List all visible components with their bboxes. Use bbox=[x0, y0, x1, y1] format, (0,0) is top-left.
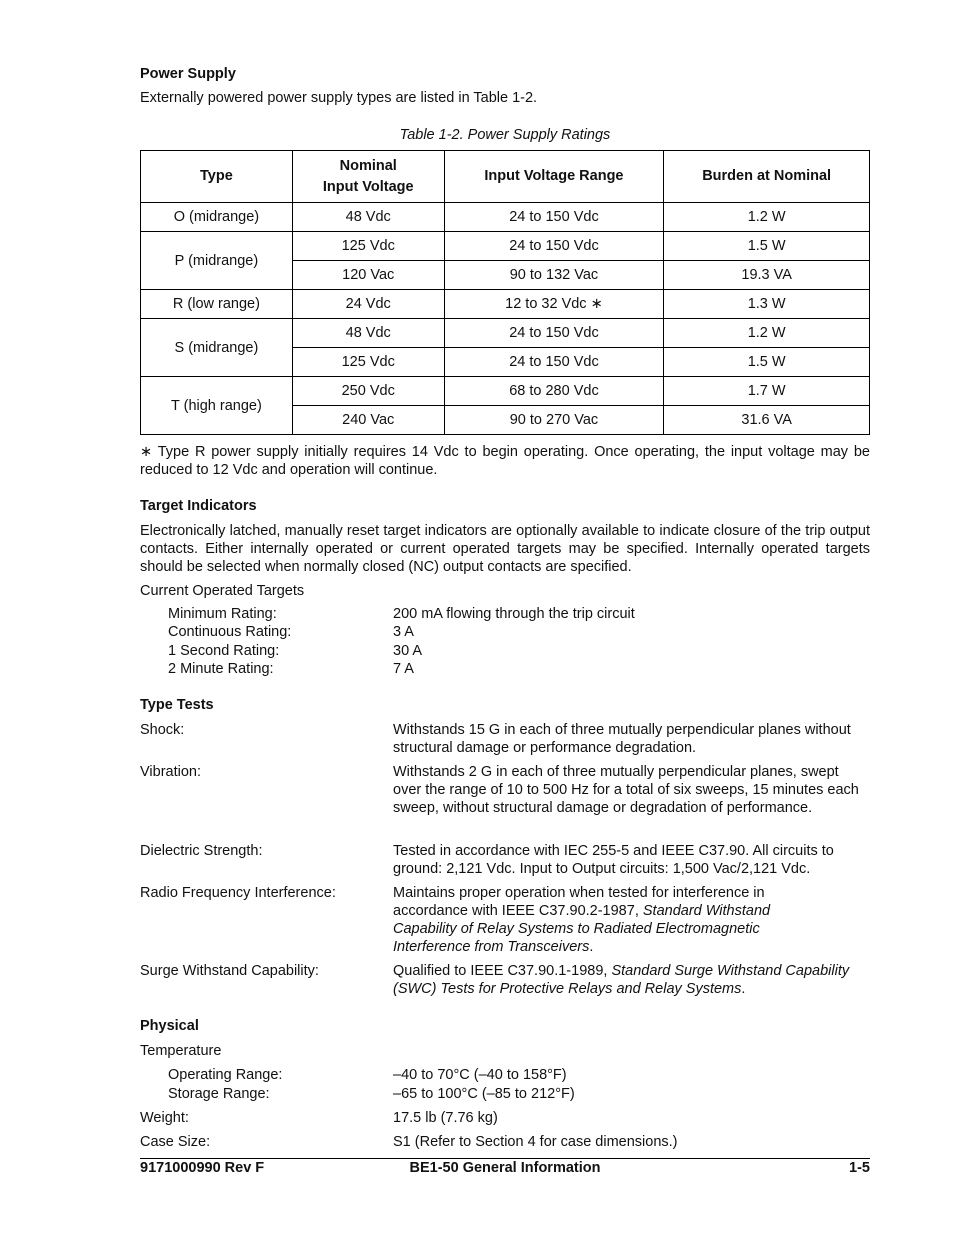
table-header-row bbox=[141, 151, 870, 203]
cell-range: 24 to 150 Vdc bbox=[444, 319, 664, 348]
cell-type: O (midrange) bbox=[141, 203, 293, 232]
one-second-rating-label: 1 Second Rating: bbox=[168, 643, 280, 659]
cell-nominal: 240 Vac bbox=[292, 406, 444, 435]
cell-burden: 1.3 W bbox=[664, 290, 870, 319]
swc-value-plain: Qualified to IEEE C37.90.1-1989, bbox=[393, 963, 612, 979]
shock-value: Withstands 15 G in each of three mutually perpendicular planes without structural damage or performance degradation. bbox=[393, 722, 851, 756]
footer-doc-number: 9171000990 Rev F bbox=[140, 1160, 265, 1176]
footer-title: BE1-50 General Information bbox=[409, 1160, 601, 1176]
cell-range: 90 to 132 Vac bbox=[444, 261, 664, 290]
cell-range: 90 to 270 Vac bbox=[444, 406, 664, 435]
swc-standard-title: Standard Surge Withstand Capability (SWC) Tests for Protective Relays and Relay Systems bbox=[393, 963, 850, 997]
cell-type: S (midrange) bbox=[141, 319, 293, 377]
header-nominal-line1: Nominal bbox=[339, 157, 397, 174]
swc-label: Surge Withstand Capability: bbox=[140, 963, 319, 979]
operating-range-value: –40 to 70°C (–40 to 158°F) bbox=[393, 1067, 567, 1083]
header-nominal-line2: Input Voltage bbox=[322, 178, 414, 195]
cell-nominal: 120 Vac bbox=[292, 261, 444, 290]
header-burden: Burden at Nominal bbox=[664, 151, 870, 203]
cell-nominal: 48 Vdc bbox=[292, 319, 444, 348]
cell-nominal: 125 Vdc bbox=[292, 232, 444, 261]
weight-value: 17.5 lb (7.76 kg) bbox=[393, 1110, 498, 1126]
cell-burden: 1.2 W bbox=[664, 319, 870, 348]
continuous-rating-value: 3 A bbox=[393, 624, 414, 640]
one-second-rating-value: 30 A bbox=[393, 643, 423, 659]
rfi-period: . bbox=[589, 939, 594, 955]
cell-nominal: 250 Vdc bbox=[292, 377, 444, 406]
cell-burden: 1.5 W bbox=[664, 348, 870, 377]
vibration-value: Withstands 2 G in each of three mutually perpendicular planes, swept over the range of 10 to 500 Hz for a total of six sweeps, 15 minutes each sweep, without structural damage or degradation of performance. bbox=[393, 764, 859, 816]
case-size-value: S1 (Refer to Section 4 for case dimensions.) bbox=[393, 1134, 678, 1150]
dielectric-label: Dielectric Strength: bbox=[140, 843, 263, 859]
swc-value bbox=[393, 962, 858, 998]
table-row bbox=[141, 203, 870, 232]
table-caption: Table 1-2. Power Supply Ratings bbox=[399, 127, 611, 143]
rfi-standard-title: Standard Withstand Capability of Relay Systems to Radiated Electromagnetic Interference from Transceivers bbox=[393, 903, 771, 955]
table-row bbox=[141, 377, 870, 406]
shock-label: Shock: bbox=[140, 722, 185, 738]
cell-nominal: 24 Vdc bbox=[292, 290, 444, 319]
cell-burden: 1.2 W bbox=[664, 203, 870, 232]
two-minute-rating-label: 2 Minute Rating: bbox=[168, 661, 274, 677]
power-supply-ratings-table bbox=[140, 150, 870, 435]
swc-period: . bbox=[741, 981, 746, 997]
cell-type: P (midrange) bbox=[141, 232, 293, 290]
cell-burden: 31.6 VA bbox=[664, 406, 870, 435]
physical-heading: Physical bbox=[140, 1018, 199, 1034]
table-footnote: ∗ Type R power supply initially requires 14 Vdc to begin operating. Once operating, the input voltage may be reduced to 12 Vdc and operation will continue. bbox=[140, 444, 870, 478]
cell-burden: 19.3 VA bbox=[664, 261, 870, 290]
header-range: Input Voltage Range bbox=[444, 151, 664, 203]
cell-nominal: 48 Vdc bbox=[292, 203, 444, 232]
target-indicators-heading: Target Indicators bbox=[140, 498, 257, 514]
cell-range: 24 to 150 Vdc bbox=[444, 232, 664, 261]
cell-range: 24 to 150 Vdc bbox=[444, 203, 664, 232]
temperature-label: Temperature bbox=[140, 1043, 222, 1059]
type-tests-heading: Type Tests bbox=[140, 697, 214, 713]
cell-range: 12 to 32 Vdc ∗ bbox=[444, 290, 664, 319]
current-operated-targets-label: Current Operated Targets bbox=[140, 583, 305, 599]
cell-nominal: 125 Vdc bbox=[292, 348, 444, 377]
case-size-label: Case Size: bbox=[140, 1134, 211, 1150]
table-row bbox=[141, 290, 870, 319]
header-type: Type bbox=[141, 151, 293, 203]
cell-range: 24 to 150 Vdc bbox=[444, 348, 664, 377]
header-nominal bbox=[292, 151, 444, 203]
minimum-rating-label: Minimum Rating: bbox=[168, 606, 277, 622]
dielectric-value: Tested in accordance with IEC 255-5 and IEEE C37.90. All circuits to ground: 2,121 Vdc. Input to Output circuits: 1,500 Vac/2,121 Vdc. bbox=[393, 843, 834, 877]
cell-burden: 1.5 W bbox=[664, 232, 870, 261]
power-supply-heading: Power Supply bbox=[140, 66, 236, 82]
table-row bbox=[141, 232, 870, 261]
footer-divider bbox=[140, 1158, 870, 1159]
continuous-rating-label: Continuous Rating: bbox=[168, 624, 292, 640]
table-row bbox=[141, 319, 870, 348]
rfi-label: Radio Frequency Interference: bbox=[140, 885, 336, 901]
rfi-value-plain: Maintains proper operation when tested for interference in accordance with IEEE C37.90.2-1987, bbox=[393, 885, 765, 919]
minimum-rating-value: 200 mA flowing through the trip circuit bbox=[393, 606, 635, 622]
two-minute-rating-value: 7 A bbox=[393, 661, 414, 677]
footer-page-number: 1-5 bbox=[849, 1160, 870, 1176]
power-supply-intro: Externally powered power supply types are listed in Table 1-2. bbox=[140, 90, 538, 106]
storage-range-label: Storage Range: bbox=[168, 1086, 270, 1102]
target-indicators-body: Electronically latched, manually reset target indicators are optionally available to indicate closure of the trip output contacts. Either internally operated or current operated targets may be specified. Internally operated targets should be selected when normally closed (NC) output contacts are specified. bbox=[140, 523, 870, 575]
cell-range: 68 to 280 Vdc bbox=[444, 377, 664, 406]
cell-type: R (low range) bbox=[141, 290, 293, 319]
rfi-value bbox=[393, 884, 818, 956]
storage-range-value: –65 to 100°C (–85 to 212°F) bbox=[393, 1086, 575, 1102]
weight-label: Weight: bbox=[140, 1110, 189, 1126]
cell-burden: 1.7 W bbox=[664, 377, 870, 406]
operating-range-label: Operating Range: bbox=[168, 1067, 283, 1083]
vibration-label: Vibration: bbox=[140, 764, 201, 780]
cell-type: T (high range) bbox=[141, 377, 293, 435]
